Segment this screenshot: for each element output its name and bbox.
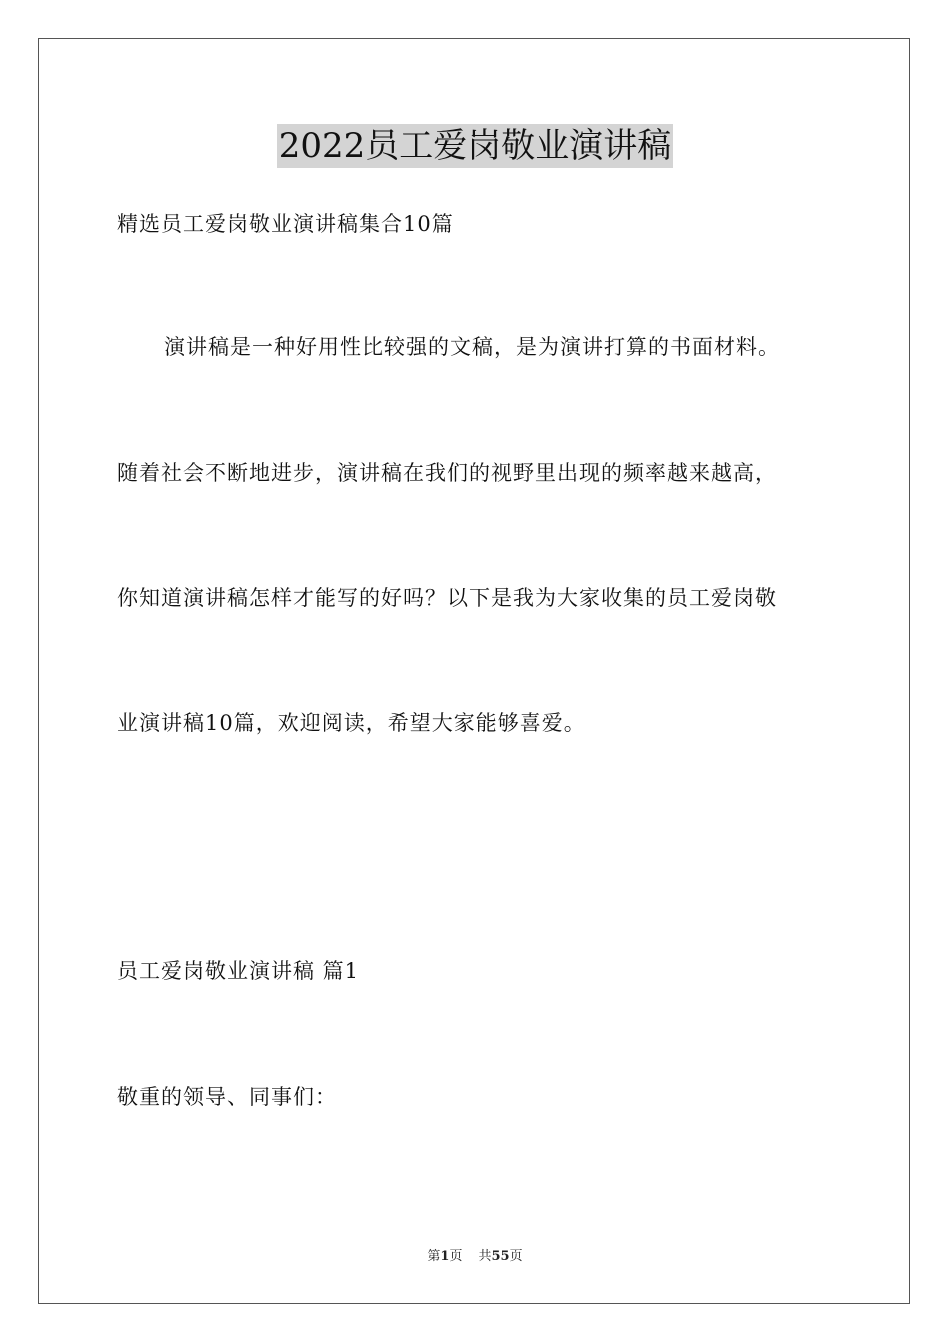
- page-number-prefix: 第: [427, 1249, 441, 1264]
- intro-line-2: 随着社会不断地进步，演讲稿在我们的视野里出现的频率越来越高，: [117, 461, 777, 485]
- document-subtitle: 精选员工爱岗敬业演讲稿集合10篇: [117, 212, 454, 236]
- page-number-suffix: 页: [449, 1249, 463, 1264]
- intro-line-4: 业演讲稿10篇，欢迎阅读，希望大家能够喜爱。: [117, 711, 586, 735]
- document-title: [0, 124, 950, 172]
- total-pages-suffix: 页: [509, 1249, 523, 1264]
- total-pages: 55: [491, 1249, 510, 1264]
- section-heading: 员工爱岗敬业演讲稿 篇1: [117, 959, 360, 983]
- intro-line-3: 你知道演讲稿怎样才能写的好吗？以下是我为大家收集的员工爱岗敬: [117, 586, 777, 610]
- page-number: 1: [440, 1249, 450, 1264]
- total-pages-prefix: 共: [478, 1249, 492, 1264]
- intro-line-1: 演讲稿是一种好用性比较强的文稿，是为演讲打算的书面材料。: [164, 335, 780, 359]
- greeting-line: 敬重的领导、同事们：: [117, 1085, 337, 1109]
- document-title-text: 2022员工爱岗敬业演讲稿: [278, 126, 672, 166]
- page-footer: [0, 1247, 950, 1267]
